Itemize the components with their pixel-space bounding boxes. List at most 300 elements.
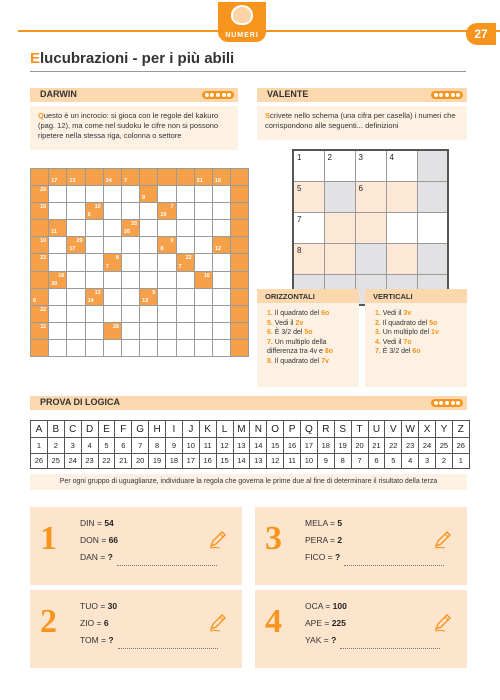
kakuro-clue-cell	[140, 288, 158, 305]
clue-down: 12	[214, 246, 221, 253]
valente-cell[interactable]	[386, 181, 417, 212]
code-cell: 19	[149, 453, 166, 469]
kakuro-clue-cell	[49, 220, 67, 237]
code-cell: 14	[233, 453, 250, 469]
kakuro-empty-cell[interactable]	[49, 203, 67, 220]
kakuro-clue-cell	[103, 169, 121, 186]
code-cell: R	[317, 421, 334, 438]
kakuro-clue-cell	[31, 271, 49, 288]
kakuro-empty-cell[interactable]	[212, 305, 230, 322]
code-cell: 5	[385, 453, 402, 469]
title-rule	[30, 71, 466, 72]
code-cell: 4	[81, 438, 98, 454]
code-cell: D	[81, 421, 98, 438]
kakuro-clue-cell	[103, 254, 121, 271]
code-cell: 15	[267, 438, 284, 454]
code-cell: N	[250, 421, 267, 438]
valente-cell[interactable]	[417, 212, 448, 243]
kakuro-empty-cell[interactable]	[176, 305, 194, 322]
kakuro-clue-cell	[140, 169, 158, 186]
clue-down: 30	[51, 280, 58, 287]
kakuro-clue-cell	[231, 339, 249, 356]
code-cell: B	[47, 421, 64, 438]
kakuro-clue-cell	[31, 339, 49, 356]
code-cell: G	[132, 421, 149, 438]
clue-across: 10	[40, 238, 47, 245]
code-cell: 1	[452, 453, 469, 469]
section-label: NUMERI	[225, 32, 259, 39]
kakuro-clue-cell	[31, 254, 49, 271]
valente-cell[interactable]: 2	[324, 150, 355, 181]
equation-line: TOM = ?	[80, 632, 218, 649]
kakuro-empty-cell[interactable]	[158, 186, 176, 203]
kakuro-clue-cell	[176, 254, 194, 271]
orizzontali-heading: ORIZZONTALI	[257, 289, 359, 303]
kakuro-clue-cell	[231, 271, 249, 288]
kakuro-clue-cell	[231, 169, 249, 186]
code-cell: 15	[216, 453, 233, 469]
valente-cell[interactable]	[324, 181, 355, 212]
equation-line: DIN = 54	[80, 518, 114, 528]
kakuro-empty-cell[interactable]	[121, 288, 139, 305]
orizzontali-column	[257, 289, 359, 387]
code-cell: 26	[31, 453, 48, 469]
valente-cell[interactable]: 6	[355, 181, 386, 212]
clue-down: 13	[69, 178, 76, 185]
code-cell: T	[351, 421, 368, 438]
code-cell: 3	[419, 453, 436, 469]
answer-line[interactable]	[344, 558, 444, 566]
kakuro-empty-cell[interactable]	[176, 203, 194, 220]
code-cell: 17	[182, 453, 199, 469]
kakuro-empty-cell[interactable]	[212, 288, 230, 305]
kakuro-empty-cell[interactable]	[121, 305, 139, 322]
kakuro-clue-cell	[194, 169, 212, 186]
kakuro-empty-cell[interactable]	[140, 237, 158, 254]
clue-across: 16	[203, 272, 210, 279]
kakuro-empty-cell[interactable]	[67, 339, 85, 356]
code-cell: 9	[317, 453, 334, 469]
brain-icon	[231, 5, 253, 25]
code-cell: 9	[166, 438, 183, 454]
kakuro-clue-cell	[231, 220, 249, 237]
kakuro-empty-cell[interactable]	[49, 237, 67, 254]
kakuro-empty-cell[interactable]	[194, 339, 212, 356]
clue-down: 19	[160, 212, 167, 219]
kakuro-empty-cell[interactable]	[194, 322, 212, 339]
logica-heading: PROVA DI LOGICA	[30, 396, 467, 410]
code-cell: Q	[301, 421, 318, 438]
kakuro-clue-cell	[31, 203, 49, 220]
kakuro-empty-cell[interactable]	[140, 305, 158, 322]
equation-line: PERA = 2	[305, 535, 343, 545]
clue-across: 16	[40, 204, 47, 211]
kakuro-empty-cell[interactable]	[85, 237, 103, 254]
kakuro-clue-cell	[158, 203, 176, 220]
code-cell: 21	[115, 453, 132, 469]
clue-across: 22	[185, 255, 192, 262]
kakuro-empty-cell[interactable]	[140, 339, 158, 356]
kakuro-empty-cell[interactable]	[212, 203, 230, 220]
clue-down: 7	[105, 263, 109, 270]
kakuro-clue-cell	[231, 288, 249, 305]
kakuro-empty-cell[interactable]	[121, 271, 139, 288]
code-cell: 20	[351, 438, 368, 454]
kakuro-empty-cell[interactable]	[85, 220, 103, 237]
verticali-list	[365, 303, 467, 387]
code-cell: 22	[385, 438, 402, 454]
clue-down: 17	[51, 178, 58, 185]
clue-across: 33	[131, 221, 138, 228]
kakuro-empty-cell[interactable]	[103, 237, 121, 254]
kakuro-empty-cell[interactable]	[49, 322, 67, 339]
valente-cell[interactable]	[324, 243, 355, 274]
kakuro-empty-cell[interactable]	[176, 288, 194, 305]
clue-down: 11	[51, 229, 58, 236]
answer-line[interactable]	[118, 641, 218, 649]
kakuro-empty-cell[interactable]	[194, 186, 212, 203]
kakuro-empty-cell[interactable]	[194, 220, 212, 237]
code-cell: 14	[250, 438, 267, 454]
code-cell: 3	[64, 438, 81, 454]
kakuro-clue-cell	[194, 271, 212, 288]
kakuro-empty-cell[interactable]	[85, 322, 103, 339]
kakuro-clue-cell	[158, 237, 176, 254]
kakuro-empty-cell[interactable]	[140, 203, 158, 220]
clue-across: 13	[94, 289, 101, 296]
kakuro-empty-cell[interactable]	[158, 254, 176, 271]
code-cell: 11	[284, 453, 301, 469]
pencil-icon	[433, 612, 453, 632]
kakuro-empty-cell[interactable]	[176, 220, 194, 237]
valente-cell[interactable]	[417, 181, 448, 212]
code-cell: 8	[334, 453, 351, 469]
logic-puzzle-box	[30, 507, 242, 585]
kakuro-empty-cell[interactable]	[67, 220, 85, 237]
code-cell: P	[284, 421, 301, 438]
kakuro-empty-cell[interactable]	[140, 271, 158, 288]
kakuro-empty-cell[interactable]	[194, 288, 212, 305]
darwin-intro: Questo è un incrocio: si gioca con le regole del kakuro (pag. 12), ma come nel sudoku le cifre non si possono ripetere nella stessa riga, colonna o settore	[30, 106, 238, 150]
kakuro-clue-cell	[31, 322, 49, 339]
kakuro-empty-cell[interactable]	[194, 203, 212, 220]
valente-cell[interactable]: 1	[293, 150, 324, 181]
puzzle-number: 1	[40, 520, 57, 557]
clue-across: 28	[112, 323, 119, 330]
kakuro-clue-cell	[231, 254, 249, 271]
kakuro-empty-cell[interactable]	[212, 271, 230, 288]
kakuro-empty-cell[interactable]	[85, 271, 103, 288]
code-cell: V	[385, 421, 402, 438]
kakuro-empty-cell[interactable]	[67, 271, 85, 288]
code-cell: 11	[199, 438, 216, 454]
valente-cell[interactable]: 8	[293, 243, 324, 274]
kakuro-clue-cell	[31, 186, 49, 203]
kakuro-empty-cell[interactable]	[103, 186, 121, 203]
clue-down: 18	[214, 178, 221, 185]
clue-down: 17	[69, 246, 76, 253]
verticali-heading: VERTICALI	[365, 289, 467, 303]
logic-puzzle-box	[255, 507, 467, 585]
code-cell: I	[166, 421, 183, 438]
code-cell: U	[368, 421, 385, 438]
equation-line: YAK = ?	[305, 632, 440, 649]
valente-intro: Scrivete nello schema (una cifra per casella) i numeri che corrispondono alle seguenti... definizioni	[257, 106, 467, 140]
puzzle-number: 4	[265, 603, 282, 640]
clue-down: 21	[196, 178, 203, 185]
clue-across: 7	[170, 204, 174, 211]
code-cell: F	[115, 421, 132, 438]
code-cell: O	[267, 421, 284, 438]
code-cell: 22	[98, 453, 115, 469]
kakuro-empty-cell[interactable]	[212, 339, 230, 356]
code-cell: H	[149, 421, 166, 438]
kakuro-empty-cell[interactable]	[103, 305, 121, 322]
kakuro-empty-cell[interactable]	[140, 322, 158, 339]
kakuro-empty-cell[interactable]	[121, 186, 139, 203]
kakuro-clue-cell	[103, 322, 121, 339]
kakuro-empty-cell[interactable]	[212, 322, 230, 339]
equation-line: ZIO = 6	[80, 618, 109, 628]
definition-item: 2. Il quadrato del 5o	[375, 319, 438, 327]
valente-cell[interactable]	[417, 150, 448, 181]
clue-across: 8	[115, 255, 119, 262]
pencil-icon	[208, 529, 228, 549]
kakuro-clue-cell	[231, 186, 249, 203]
clue-across: 9	[170, 238, 174, 245]
code-cell: 19	[334, 438, 351, 454]
kakuro-empty-cell[interactable]	[103, 220, 121, 237]
kakuro-clue-cell	[85, 288, 103, 305]
kakuro-empty-cell[interactable]	[176, 237, 194, 254]
code-cell: 2	[47, 438, 64, 454]
code-cell: Z	[452, 421, 469, 438]
code-cell: 6	[115, 438, 132, 454]
kakuro-clue-cell	[85, 169, 103, 186]
code-cell: K	[199, 421, 216, 438]
orizzontali-list	[257, 303, 359, 387]
kakuro-clue-cell	[212, 169, 230, 186]
valente-cell[interactable]	[386, 212, 417, 243]
kakuro-empty-cell[interactable]	[49, 305, 67, 322]
definition-item: 1. Il quadrato del 6o	[267, 310, 330, 317]
code-cell: 18	[317, 438, 334, 454]
verticali-column	[365, 289, 467, 387]
kakuro-empty-cell[interactable]	[176, 322, 194, 339]
kakuro-empty-cell[interactable]	[140, 254, 158, 271]
code-cell: 24	[64, 453, 81, 469]
equation-line: DAN = ?	[80, 549, 217, 566]
kakuro-empty-cell[interactable]	[67, 203, 85, 220]
definition-item: 5. Vedi il 2v	[267, 319, 304, 327]
kakuro-clue-cell	[67, 237, 85, 254]
clue-down: 7	[123, 178, 127, 185]
kakuro-clue-cell	[31, 288, 49, 305]
kakuro-empty-cell[interactable]	[103, 203, 121, 220]
definition-item: 7. È 3/2 del 6o	[375, 348, 421, 355]
kakuro-empty-cell[interactable]	[212, 186, 230, 203]
kakuro-clue-cell	[67, 169, 85, 186]
kakuro-empty-cell[interactable]	[176, 339, 194, 356]
section-badge	[218, 2, 266, 42]
kakuro-clue-cell	[212, 237, 230, 254]
valente-cell[interactable]	[355, 212, 386, 243]
kakuro-clue-cell	[49, 271, 67, 288]
kakuro-empty-cell[interactable]	[67, 186, 85, 203]
kakuro-clue-cell	[31, 220, 49, 237]
clue-across: 29	[40, 187, 47, 194]
rating-dots-icon	[431, 91, 463, 99]
valente-cell[interactable]: 4	[386, 150, 417, 181]
code-cell: 7	[132, 438, 149, 454]
code-cell: X	[419, 421, 436, 438]
code-cell: J	[182, 421, 199, 438]
valente-cell[interactable]	[355, 243, 386, 274]
kakuro-empty-cell[interactable]	[121, 339, 139, 356]
code-cell: 1	[31, 438, 48, 454]
page-title: Elucubrazioni - per i più abili	[30, 50, 235, 67]
code-cell: 23	[402, 438, 419, 454]
valente-cell[interactable]	[386, 243, 417, 274]
answer-line[interactable]	[117, 558, 217, 566]
kakuro-empty-cell[interactable]	[158, 288, 176, 305]
valente-cell[interactable]	[324, 212, 355, 243]
equation-line: FICO = ?	[305, 549, 444, 566]
kakuro-empty-cell[interactable]	[158, 339, 176, 356]
kakuro-empty-cell[interactable]	[176, 271, 194, 288]
kakuro-empty-cell[interactable]	[176, 186, 194, 203]
logica-instructions: Per ogni gruppo di uguaglianze, individuare la regola che governa le prime due al fine di determinare il risultato della terza	[30, 474, 467, 490]
kakuro-empty-cell[interactable]	[121, 237, 139, 254]
code-cell: 20	[132, 453, 149, 469]
code-cell: 12	[267, 453, 284, 469]
kakuro-clue-cell	[231, 203, 249, 220]
kakuro-clue-cell	[176, 169, 194, 186]
clue-across: 16	[58, 272, 65, 279]
code-cell: 2	[436, 453, 453, 469]
rating-dots-icon	[431, 399, 463, 407]
kakuro-empty-cell[interactable]	[103, 288, 121, 305]
kakuro-empty-cell[interactable]	[49, 186, 67, 203]
kakuro-clue-cell	[158, 169, 176, 186]
code-cell: E	[98, 421, 115, 438]
kakuro-empty-cell[interactable]	[194, 237, 212, 254]
alphabet-code-table	[30, 420, 470, 469]
kakuro-empty-cell[interactable]	[103, 339, 121, 356]
kakuro-clue-cell	[31, 305, 49, 322]
kakuro-empty-cell[interactable]	[49, 254, 67, 271]
kakuro-empty-cell[interactable]	[121, 254, 139, 271]
logic-puzzle-box	[255, 590, 467, 668]
kakuro-empty-cell[interactable]	[49, 339, 67, 356]
code-cell: C	[64, 421, 81, 438]
kakuro-empty-cell[interactable]	[212, 254, 230, 271]
kakuro-clue-cell	[121, 220, 139, 237]
kakuro-clue-cell	[31, 237, 49, 254]
valente-cell[interactable]: 3	[355, 150, 386, 181]
kakuro-clue-cell	[121, 169, 139, 186]
code-cell: 25	[436, 438, 453, 454]
valente-cell[interactable]: 7	[293, 212, 324, 243]
code-cell: 16	[199, 453, 216, 469]
kakuro-empty-cell[interactable]	[158, 322, 176, 339]
definition-item: 7. Un multiplo della differenza tra 4v e 8o	[267, 338, 334, 355]
kakuro-empty-cell[interactable]	[67, 322, 85, 339]
definition-item: 4. Vedi il 7o	[375, 338, 412, 346]
kakuro-clue-cell	[231, 305, 249, 322]
answer-line[interactable]	[340, 641, 440, 649]
equation-line: TUO = 30	[80, 601, 118, 611]
equation-line: OCA = 100	[305, 601, 347, 611]
clue-down: 14	[87, 297, 94, 304]
kakuro-empty-cell[interactable]	[85, 186, 103, 203]
clue-down: 26	[123, 229, 131, 236]
pencil-icon	[208, 612, 228, 632]
pencil-icon	[433, 529, 453, 549]
code-cell: 8	[149, 438, 166, 454]
kakuro-empty-cell[interactable]	[140, 220, 158, 237]
equation-line: APE = 225	[305, 618, 346, 628]
clue-across: 11	[40, 323, 47, 330]
kakuro-empty-cell[interactable]	[194, 305, 212, 322]
code-cell: M	[233, 421, 250, 438]
clue-down: 24	[105, 178, 112, 185]
rating-dots-icon	[202, 91, 234, 99]
code-cell: 16	[284, 438, 301, 454]
kakuro-empty-cell[interactable]	[158, 271, 176, 288]
kakuro-empty-cell[interactable]	[49, 288, 67, 305]
kakuro-empty-cell[interactable]	[67, 288, 85, 305]
kakuro-clue-cell	[231, 322, 249, 339]
kakuro-clue-cell	[31, 169, 49, 186]
definition-item: 1. Vedi il 3v	[375, 310, 412, 317]
kakuro-empty-cell[interactable]	[67, 305, 85, 322]
kakuro-empty-cell[interactable]	[194, 254, 212, 271]
clue-down: 6	[87, 212, 91, 219]
kakuro-empty-cell[interactable]	[67, 254, 85, 271]
code-cell: S	[334, 421, 351, 438]
valente-cell[interactable]	[417, 243, 448, 274]
kakuro-empty-cell[interactable]	[103, 271, 121, 288]
valente-cell[interactable]: 5	[293, 181, 324, 212]
kakuro-empty-cell[interactable]	[158, 305, 176, 322]
code-cell: 4	[402, 453, 419, 469]
code-cell: 5	[98, 438, 115, 454]
kakuro-clue-cell	[85, 203, 103, 220]
kakuro-empty-cell[interactable]	[85, 305, 103, 322]
kakuro-empty-cell[interactable]	[158, 220, 176, 237]
code-cell: 10	[182, 438, 199, 454]
code-cell: 7	[351, 453, 368, 469]
code-cell: A	[31, 421, 48, 438]
code-cell: 21	[368, 438, 385, 454]
code-cell: 23	[81, 453, 98, 469]
kakuro-empty-cell[interactable]	[121, 203, 139, 220]
kakuro-empty-cell[interactable]	[121, 322, 139, 339]
kakuro-clue-cell	[231, 237, 249, 254]
kakuro-empty-cell[interactable]	[212, 220, 230, 237]
kakuro-empty-cell[interactable]	[85, 254, 103, 271]
clue-across: 23	[40, 255, 47, 262]
code-cell: 24	[419, 438, 436, 454]
page-number: 27	[466, 23, 496, 45]
kakuro-empty-cell[interactable]	[85, 339, 103, 356]
clue-across: 10	[94, 204, 101, 211]
code-cell: 26	[452, 438, 469, 454]
kakuro-clue-cell	[49, 169, 67, 186]
clue-down: 9	[142, 195, 146, 202]
valente-heading: VALENTE	[257, 88, 467, 102]
